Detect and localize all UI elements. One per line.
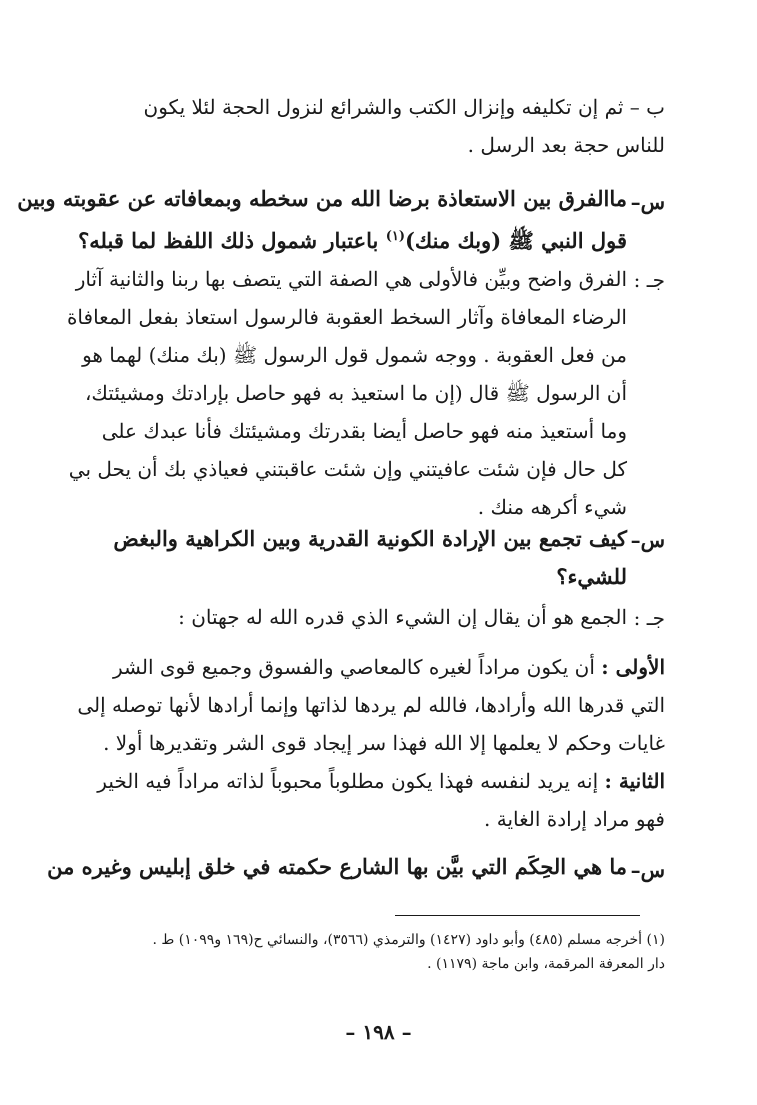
text-segment: إنه يريد لنفسه فهذا يكون مطلوباً محبوباً لذاته مراداً فيه الخير <box>97 769 599 793</box>
text-line: ماالفرق بين الاستعاذة برضا الله من سخطه وبمعافاته عن عقوبته وبين <box>17 186 627 211</box>
label-first: الأولى : <box>601 655 665 679</box>
footnote-line: (١) أخرجه مسلم (٤٨٥) وأبو داود (١٤٢٧) والترمذي (٣٥٦٦)، والنسائي ح(١٦٩ و١٠٩٩) ط . <box>152 932 665 948</box>
question-1 <box>17 180 627 256</box>
question-marker: س– <box>630 528 665 552</box>
answer-2-second <box>97 762 665 838</box>
answer-marker: جـ : <box>633 268 665 292</box>
text-segment: باعتبار شمول ذلك اللفظ لما قبله؟ <box>78 228 379 253</box>
label-second: الثانية : <box>604 769 665 793</box>
footnote-line: دار المعرفة المرقمة، وابن ماجة (١١٧٩) . <box>427 956 665 972</box>
text-segment: أن يكون مراداً لغيره كالمعاصي والفسوق وجميع قوى الشر <box>112 655 595 679</box>
footnote-ref: (١) <box>385 229 405 244</box>
question-3 <box>47 848 627 886</box>
text-line: كيف تجمع بين الإرادة الكونية القدرية وبين الكراهية والبغض <box>113 526 627 551</box>
text-segment: قول النبي ﷺ (وبك منك) <box>404 228 627 253</box>
text-line <box>97 762 665 800</box>
text-line: التي قدرها الله وأرادها، فالله لم يردها لذاتها وإنما أرادها لأنها توصله إلى <box>77 693 665 717</box>
answer-2-first <box>77 648 665 762</box>
paragraph-b <box>117 88 665 164</box>
text-line: من فعل العقوبة . ووجه شمول قول الرسول ﷺ (بك منك) لهما هو <box>82 343 627 367</box>
text-line: للناس حجة بعد الرسل . <box>467 133 665 157</box>
text-line: وما أستعيذ منه فهو حاصل أيضا بقدرتك ومشيئتك فأنا عبدك على <box>101 419 627 443</box>
answer-2 <box>117 598 627 636</box>
answer-1 <box>66 260 627 526</box>
text-line: فهو مراد إرادة الغاية . <box>484 807 665 831</box>
text-line: ب – ثم إن تكليفه وإنزال الكتب والشرائع لنزول الحجة لئلا يكون <box>143 95 665 119</box>
text-line: غايات وحكم لا يعلمها إلا الله فهذا سر إيجاد قوى الشر وتقديرها أولا . <box>103 731 665 755</box>
text-line: شيء أكرهه منك . <box>477 495 627 519</box>
footnote-divider <box>395 915 640 916</box>
question-marker: س– <box>630 858 665 882</box>
answer-marker: جـ : <box>633 606 665 630</box>
question-2 <box>113 520 627 596</box>
text-line <box>78 218 627 256</box>
text-line: الفرق واضح وبيِّن فالأولى هي الصفة التي يتصف بها ربنا والثانية آثار <box>75 267 627 291</box>
question-marker: س– <box>630 190 665 214</box>
text-line: الرضاء المعافاة وآثار السخط العقوبة فالرسول استعاذ بفعل المعافاة <box>66 305 627 329</box>
text-line: للشيء؟ <box>556 564 627 589</box>
text-line <box>112 648 665 686</box>
text-line: ما هي الحِكَم التي بيَّن بها الشارع حكمته في خلق إبليس وغيره من <box>47 854 627 879</box>
text-line: الجمع هو أن يقال إن الشيء الذي قدره الله له جهتان : <box>178 605 627 629</box>
footnote <box>105 928 665 976</box>
text-line: أن الرسول ﷺ قال (إن ما استعيذ به فهو حاصل بإرادتك ومشيئتك، <box>84 381 627 405</box>
page-number: – ١٩٨ – <box>345 1020 412 1044</box>
text-line: كل حال فإن شئت عافيتني وإن شئت عاقبتني فعياذي بك أن يحل بي <box>68 457 627 481</box>
